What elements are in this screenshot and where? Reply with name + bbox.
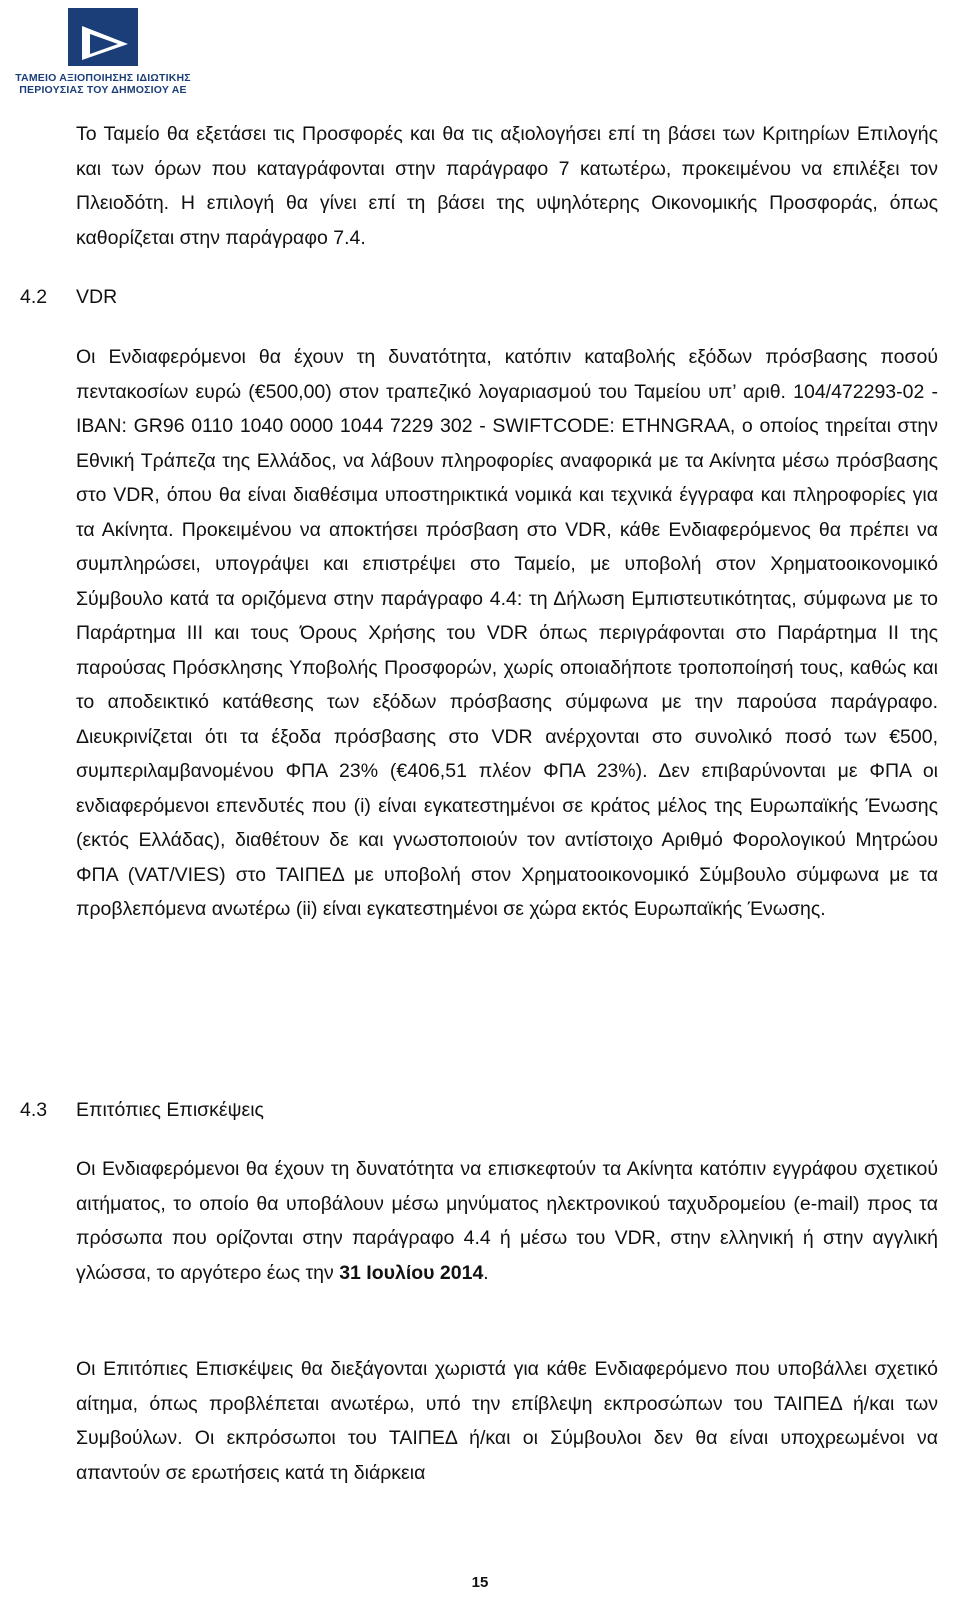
hradf-logo — [8, 8, 198, 98]
intro-paragraph: Το Ταμείο θα εξετάσει τις Προσφορές και θα τις αξιολογήσει επί τη βάσει των Κριτηρίων Επιλογής και των όρων που καταγράφονται στην παράγραφο 7 κατωτέρω, προκειμένου να επιλέξει τον Πλειοδότη. Η επιλογή θα γίνει επί τη βάσει της υψηλότερης Οικονομικής Προσφοράς, όπως καθορίζεται στην παράγραφο 7.4. — [76, 123, 938, 249]
deadline-date: 31 Ιουλίου 2014 — [339, 1261, 484, 1284]
section-4-3-title: Επιτόπιες Επισκέψεις — [76, 1099, 264, 1121]
logo-line-2: ΠΕΡΙΟΥΣΙΑΣ ΤΟΥ ΔΗΜΟΣΙΟΥ ΑΕ — [19, 84, 187, 96]
page-number: 15 — [471, 1574, 489, 1591]
logo-line-1: ΤΑΜΕΙΟ ΑΞΙΟΠΟΙΗΣΗΣ ΙΔΙΩΤΙΚΗΣ — [15, 72, 191, 84]
paragraph-1-end: . — [483, 1261, 489, 1284]
section-4-2-paragraph: Οι Ενδιαφερόμενοι θα έχουν τη δυνατότητα, κατόπιν καταβολής εξόδων πρόσβασης ποσού πεντακοσίων ευρώ (€500,00) στον τραπεζικό λογαριασμού του Ταμείου υπ’ αριθ. 104/472293-02 -IBAN: GR96 0110 1040 0000 1044 7229 302 - SWIFTCODE: ETHNGRAA, ο οποίος τηρείται στην Εθνική Τράπεζα της Ελλάδος, να λάβουν πληροφορίες αναφορικά με τα Ακίνητα μέσω πρόσβασης στο VDR, όπου θα είναι διαθέσιμα υποστηρικτικά νομικά και τεχνικά έγγραφα και πληροφορίες για τα Ακίνητα. Προκειμένου να αποκτήσει πρόσβαση στο VDR, κάθε Ενδιαφερόμενος θα πρέπει να συμπληρώσει, υπογράψει και επιστρέψει στο Ταμείο, με υποβολή στον Χρηματοοικονομικό Σύμβουλο κατά τα οριζόμενα στην παράγραφο 4.4: τη Δήλωση Εμπιστευτικότητας, σύμφωνα με το Παράρτημα ΙΙΙ και τους Όρους Χρήσης του VDR όπως περιγράφονται στο Παράρτημα ΙΙ της παρούσας Πρόσκλησης Υποβολής Προσφορών, χωρίς οποιαδήποτε τροποποίησή τους, καθώς και το αποδεικτικό κατάθεσης των εξόδων πρόσβασης σύμφωνα με την παρούσα παράγραφο. Διευκρινίζεται ότι τα έξοδα πρόσβασης στο VDR ανέρχονται στο συνολικό ποσό των €500, συμπεριλαμβανομένου ΦΠΑ 23% (€406,51 πλέον ΦΠΑ 23%). Δεν επιβαρύνονται με ΦΠΑ οι ενδιαφερόμενοι επενδυτές που (i) είναι εγκατεστημένοι σε κράτος μέλος της Ευρωπαϊκής Ένωσης (εκτός Ελλάδας), διαθέτουν δε και γνωστοποιούν τον αντίστοιχο Αριθμό Φορολογικού Μητρώου ΦΠΑ (VAT/VIES) στο ΤΑΙΠΕΔ με υποβολή στον Χρηματοοικονομικό Σύμβουλο σύμφωνα με τα προβλεπόμενα ανωτέρω (ii) είναι εγκατεστημένοι σε χώρα εκτός Ευρωπαϊκής Ένωσης. — [76, 346, 938, 920]
logo-mark — [68, 8, 138, 66]
paragraph-1-text: Οι Ενδιαφερόμενοι θα έχουν τη δυνατότητα να επισκεφτούν τα Ακίνητα κατόπιν εγγράφου σχετικού αιτήματος, το οποίο θα υποβάλουν μέσω μηνύματος ηλεκτρονικού ταχυδρομείου (e-mail) προς τα πρόσωπα που ορίζονται στην παράγραφο 4.4 ή μέσω του VDR, στην ελληνική ή στην αγγλική γλώσσα, το αργότερο έως την — [76, 1158, 938, 1284]
section-4-3-paragraph-1 — [76, 1152, 938, 1290]
section-4-3-paragraph-2: Οι Επιτόπιες Επισκέψεις θα διεξάγονται χωριστά για κάθε Ενδιαφερόμενο που υποβάλλει σχετικό αίτημα, όπως προβλέπεται ανωτέρω, υπό την επίβλεψη εκπροσώπων του ΤΑΙΠΕΔ ή/και των Συμβούλων. Οι εκπρόσωποι του ΤΑΙΠΕΔ ή/και οι Σύμβουλοι δεν θα είναι υποχρεωμένοι να απαντούν σε ερωτήσεις κατά τη διάρκεια — [76, 1358, 938, 1484]
logo-text — [8, 72, 198, 96]
section-4-2-number: 4.2 — [20, 286, 48, 308]
section-4-2-title: VDR — [76, 286, 118, 308]
section-4-3-number: 4.3 — [20, 1099, 48, 1121]
